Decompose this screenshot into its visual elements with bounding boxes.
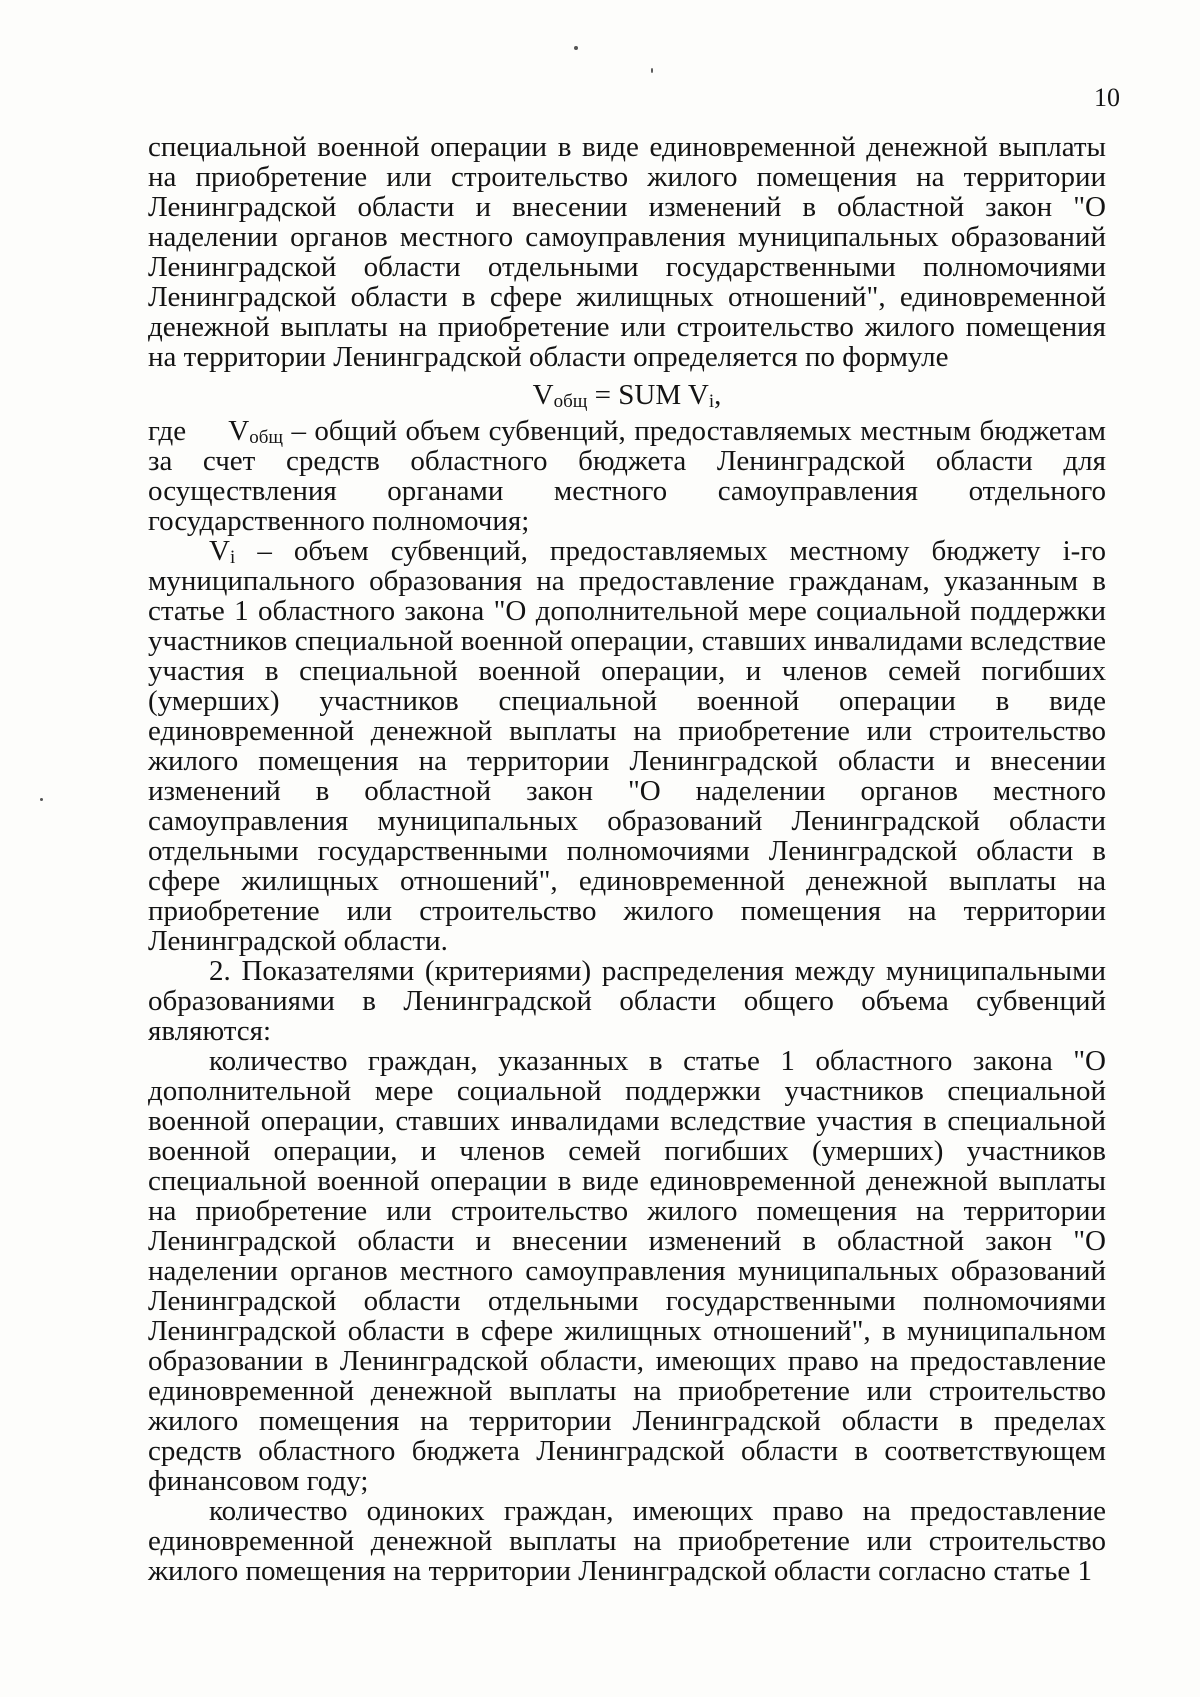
scan-speck: [651, 68, 653, 73]
definition-symbol: V: [228, 415, 250, 447]
scan-speck: [574, 46, 578, 50]
definition-symbol-subscript: общ: [249, 427, 284, 448]
paragraph-criterion-single-citizens: количество одиноких граждан, имеющих право на предоставление единовременной денежной выплаты на приобретение или строительство жилого помещения на территории Ленинградской области согласно статье 1: [148, 1495, 1106, 1587]
scan-speck: [40, 798, 43, 801]
document-body: [148, 132, 1106, 1586]
definition-where-word: где: [148, 415, 187, 447]
formula: [148, 380, 1106, 410]
formula-rhs-subscript: i: [708, 391, 715, 412]
formula-tail: ,: [714, 379, 722, 411]
definition-total-volume: [148, 416, 1106, 536]
definition-municipal-volume: [148, 536, 1106, 956]
definition-symbol: V: [209, 535, 230, 567]
paragraph-criterion-citizens: количество граждан, указанных в статье 1 областного закона "О дополнительной мере социальной поддержки участников специальной военной операции, ставших инвалидами вследствие участия в специальной военной операции, и членов семей погибших (умерших) участников специальной военной операции в виде единовременной денежной выплаты на приобретение или строительство жилого помещения на территории Ленинградской области и внесении изменений в областной закон "О наделении органов местного самоуправления муниципальных образований Ленинградской области отдельными государственными полномочиями Ленинградской области в сфере жилищных отношений", в муниципальном образовании в Ленинградской области, имеющих право на предоставление единовременной денежной выплаты на приобретение или строительство жилого помещения на территории Ленинградской области в пределах средств областного бюджета Ленинградской области в соответствующем финансовом году;: [148, 1045, 1106, 1497]
definition-text: – объем субвенций, предоставляемых местному бюджету i-го муниципального образования на предоставление гражданам, указанным в статье 1 областного закона "О дополнительной мере социальной поддержки участников специальной военной операции, ставших инвалидами вследствие участия в специальной военной операции, и членов семей погибших (умерших) участников специальной военной операции в виде единовременной денежной выплаты на приобретение или строительство жилого помещения на территории Ленинградской области и внесении изменений в областной закон "О наделении органов местного самоуправления муниципальных образований Ленинградской области отдельными государственными полномочиями Ленинградской области в сфере жилищных отношений", единовременной денежной выплаты на приобретение или строительство жилого помещения на территории Ленинградской области.: [148, 535, 1106, 957]
formula-middle: = SUM V: [587, 379, 709, 411]
paragraph-continuation: специальной военной операции в виде единовременной денежной выплаты на приобретение или строительство жилого помещения на территории Ленинградской области и внесении изменений в областной закон "О наделении органов местного самоуправления муниципальных образований Ленинградской области отдельными государственными полномочиями Ленинградской области в сфере жилищных отношений", единовременной денежной выплаты на приобретение или строительство жилого помещения на территории Ленинградской области определяется по формуле: [148, 131, 1106, 373]
definition-symbol-subscript: i: [229, 547, 236, 568]
definition-text: – общий объем субвенций, предоставляемых местным бюджетам за счет средств областного бюджета Ленинградской области для осуществления органами местного самоуправления отдельного государственного полномочия;: [148, 415, 1106, 537]
paragraph-criteria-intro: 2. Показателями (критериями) распределения между муниципальными образованиями в Ленинградской области общего объема субвенций являются:: [148, 955, 1106, 1047]
page-number: 10: [1094, 83, 1120, 112]
formula-lhs-subscript: общ: [553, 391, 588, 412]
formula-lhs: V: [532, 379, 554, 411]
